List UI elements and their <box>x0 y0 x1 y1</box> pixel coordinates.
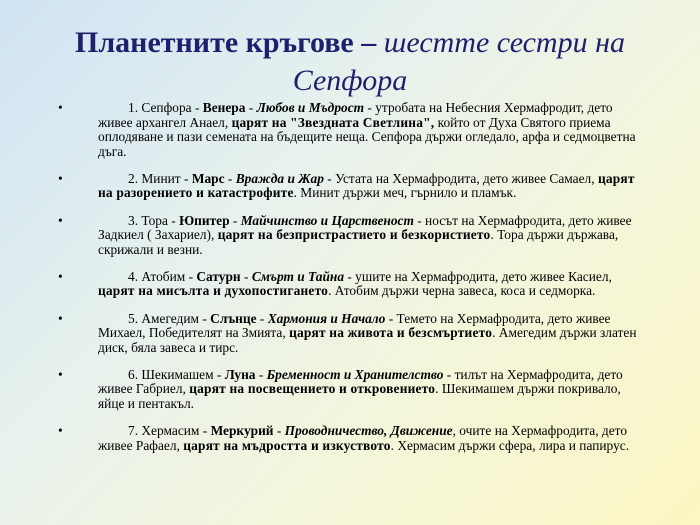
bullet-icon: • <box>58 310 63 326</box>
bullet-icon: • <box>58 170 63 186</box>
item-sep: - <box>256 310 268 326</box>
item-text: - носът на Хермафродита, дето живее Задкиел ( Захариел), <box>98 212 632 243</box>
item-planet: Венера <box>202 100 246 115</box>
item-planet: Марс <box>191 170 225 186</box>
item-text: - ушите на Хермафродита, дето живее Касиел, <box>344 268 612 284</box>
bullet-icon: • <box>58 268 63 284</box>
item-text: - тилът на Хермафродита, дето живее Габриел, <box>98 366 623 397</box>
list-item <box>58 101 648 159</box>
item-attributes: Смърт и Тайна <box>251 268 345 284</box>
item-planet: Сатурн <box>196 268 241 284</box>
item-text-end: . Минит държи меч, гърнило и пламък. <box>293 185 517 201</box>
list-item <box>58 214 648 258</box>
list-item <box>58 424 648 453</box>
item-number: 5. Амегедим - <box>128 310 211 326</box>
item-number: 6. Шекимашем - <box>128 366 225 382</box>
item-planet: Луна <box>224 366 256 382</box>
slide-title <box>60 24 640 100</box>
item-number: 1. Сепфора - <box>128 100 203 115</box>
bullet-icon: • <box>58 100 63 115</box>
item-planet: Меркурий <box>210 423 274 439</box>
item-attributes: Любов и Мъдрост <box>256 100 365 115</box>
item-attributes: Хармония и Начало <box>267 310 386 326</box>
item-planet: Юпитер <box>179 212 230 228</box>
item-attributes: Вражда и Жар <box>235 170 324 186</box>
item-king: царят на безпристрастието и безкористието <box>217 227 491 243</box>
item-king: царят на мисълта и духопостигането <box>98 283 329 299</box>
bullet-icon: • <box>58 423 63 439</box>
item-king: царят на мъдростта и изкуството <box>183 437 391 453</box>
list-item <box>58 312 648 356</box>
bullet-icon: • <box>58 366 63 382</box>
item-king: царят на живота и безсмъртието <box>289 325 493 341</box>
item-text-end: който от Духа Святого приема оплодяване и пази семената на бъдещите неща. Сепфора държи огледало, арфа и седмоцветна дъга. <box>98 114 636 159</box>
bullet-icon: • <box>58 212 63 228</box>
list-item <box>58 368 648 412</box>
item-sep: - <box>255 366 267 382</box>
item-sep: - <box>229 212 241 228</box>
item-text-end: . Амегедим държи златен диск, бяла завеса и тирс. <box>98 325 637 355</box>
item-text: - Темето на Хермафродита, дето живее Михаел, Победителят на Змията, <box>98 310 611 341</box>
item-text: - утробата на Небесния Хермафродит, дето живее архангел Анаел, <box>98 100 613 130</box>
item-attributes: Майчинство и Царственост <box>240 212 414 228</box>
list-item <box>58 270 648 299</box>
item-number: 3. Тора - <box>128 212 180 228</box>
item-sep: - <box>240 268 252 284</box>
item-number: 4. Атобим - <box>128 268 197 284</box>
item-text-end: . Атобим държи черна завеса, коса и седморка. <box>328 283 596 299</box>
item-text: - Устата на Хермафродита, дето живее Самаел, <box>323 170 598 186</box>
item-text: , очите на Хермафродита, дето живее Рафаел, <box>98 423 628 453</box>
item-text-end: . Шекимашем държи покривало, яйце и пентакъл. <box>98 381 621 411</box>
item-sep: - <box>273 423 285 439</box>
item-sep: - <box>245 100 257 115</box>
item-king: царят на посвещението и откровението <box>189 381 436 397</box>
planet-list <box>58 101 648 466</box>
item-planet: Слънце <box>210 310 257 326</box>
item-number: 7. Хермасим - <box>128 423 211 439</box>
item-attributes: Проводничество, Движение <box>284 423 453 439</box>
item-text-end: . Тора държи държава, скрижали и везни. <box>98 227 619 257</box>
item-number: 2. Минит - <box>128 170 192 186</box>
list-item <box>58 172 648 201</box>
item-attributes: Бременност и Хранителство <box>266 366 444 382</box>
item-king: царят на "Звездната Светлина", <box>231 114 435 130</box>
item-king: царят на разорението и катастрофите <box>98 170 635 201</box>
title-italic: шестте сестри на Сепфора <box>292 26 625 97</box>
title-plain: Планетните кръгове – <box>75 26 384 59</box>
item-text-end: . Хермасим държи сфера, лира и папирус. <box>390 437 630 453</box>
item-sep: - <box>224 170 236 186</box>
